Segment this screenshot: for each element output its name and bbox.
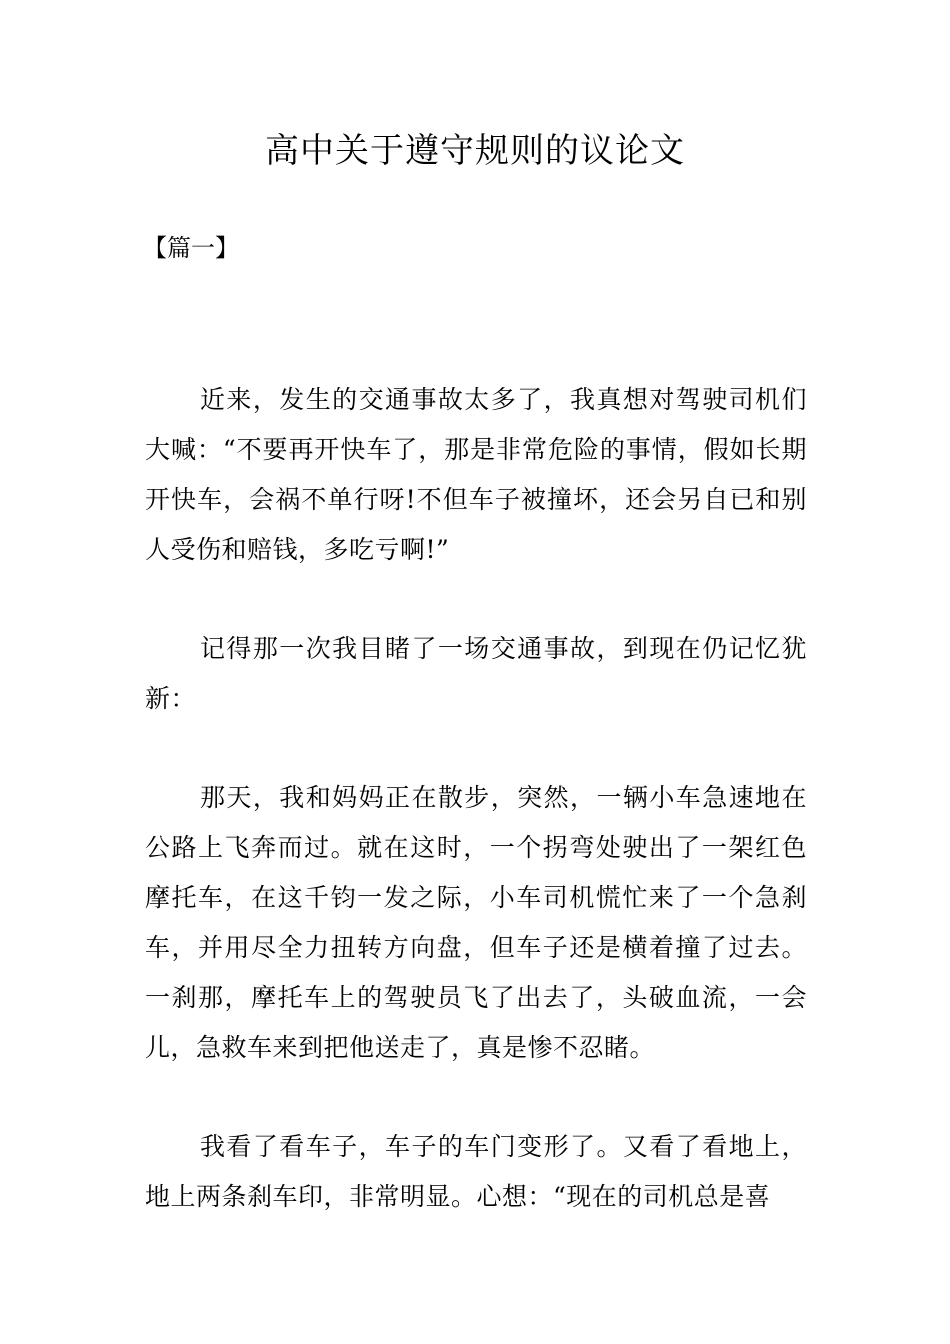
paragraph: 那天，我和妈妈正在散步，突然，一辆小车急速地在公路上飞奔而过。就在这时，一个拐弯处驶出了一架红色摩托车，在这千钧一发之际，小车司机慌忙来了一个急刹车，并用尽全力扭转方向盘，但车子还是横着撞了过去。一刹那，摩托车上的驾驶员飞了出去了，头破血流，一会儿，急救车来到把他送走了，真是惨不忍睹。 (145, 783, 807, 1062)
section-label: 【篇一】 (143, 234, 239, 262)
document-body (145, 375, 807, 1271)
paragraph: 我看了看车子，车子的车门变形了。又看了看地上，地上两条刹车印，非常明显。心想：“现在的司机总是喜 (145, 1132, 807, 1211)
document-title: 高中关于遵守规则的议论文 (265, 131, 685, 171)
paragraph: 记得那一次我目睹了一场交通事故，到现在仍记忆犹新： (145, 634, 807, 713)
paragraph: 近来，发生的交通事故太多了，我真想对驾驶司机们大喊：“不要再开快车了，那是非常危险的事情，假如长期开快车，会祸不单行呀!不但车子被撞坏，还会另自已和别人受伤和赔钱，多吃亏啊!” (145, 385, 807, 564)
